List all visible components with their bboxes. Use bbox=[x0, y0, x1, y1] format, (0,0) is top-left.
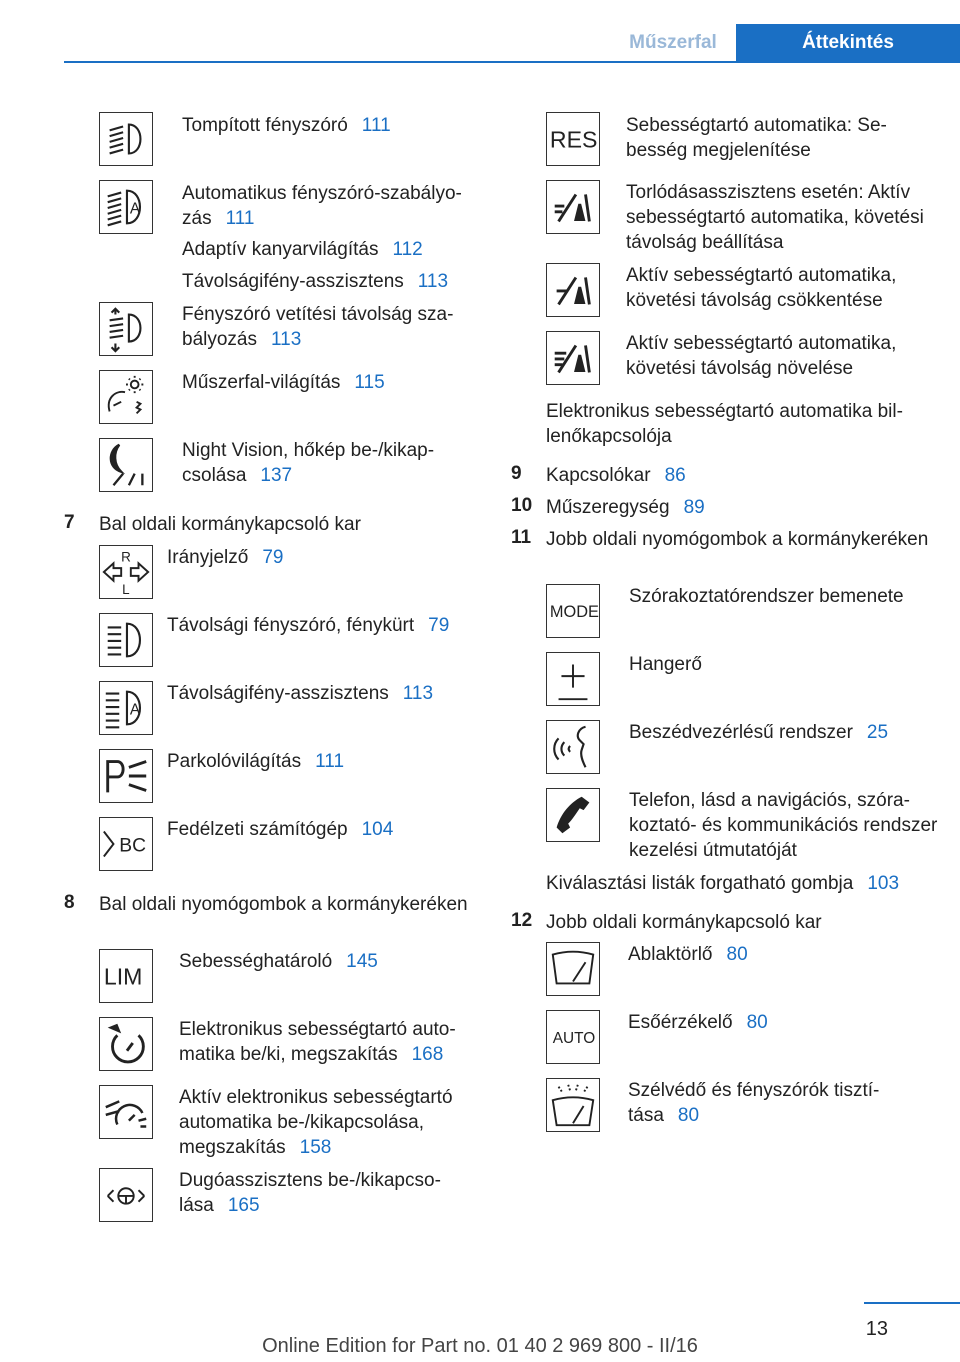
list-item: Szélvédő és fényszórók tisztítása 80 bbox=[628, 1080, 880, 1126]
resume-icon bbox=[546, 112, 600, 166]
svg-text:MODE: MODE bbox=[549, 602, 599, 621]
list-item: Ablaktörlő 80 bbox=[628, 944, 748, 965]
list-item: Fedélzeti számítógép 104 bbox=[167, 819, 394, 840]
list-item: Parkolóvilágítás 111 bbox=[167, 751, 345, 772]
section-title: Kapcsolókar 86 bbox=[546, 465, 686, 486]
turn-signal-icon bbox=[99, 545, 153, 599]
section-number: 11 bbox=[511, 527, 532, 548]
list-item: Telefon, lásd a navigációs, szórakoztató- és kommunikációs rendszer kezelési útmutatóját bbox=[629, 790, 938, 861]
svg-text:AUTO: AUTO bbox=[552, 1029, 596, 1047]
distance-increase-icon bbox=[546, 331, 600, 385]
speed-limiter-icon bbox=[99, 949, 153, 1003]
parking-light-icon bbox=[99, 749, 153, 803]
svg-text:A: A bbox=[129, 701, 141, 719]
high-beam-icon bbox=[99, 613, 153, 667]
section-number: 9 bbox=[511, 463, 522, 484]
page-header bbox=[0, 0, 960, 62]
list-item: Torlódásasszisztens esetén: Aktív sebességtartó automatika, követési távolság beállítása bbox=[626, 182, 924, 253]
tab-muszerfal[interactable]: Műszerfal bbox=[629, 32, 717, 53]
section-number: 7 bbox=[64, 512, 75, 533]
phone-icon bbox=[546, 788, 600, 842]
mode-icon bbox=[546, 584, 600, 638]
high-beam-assist-icon bbox=[99, 681, 153, 735]
low-beam-icon bbox=[99, 112, 153, 166]
section-title: Bal oldali kormánykapcsoló kar bbox=[99, 514, 361, 535]
list-item: Távolsági fényszóró, fénykürt 79 bbox=[167, 615, 450, 636]
list-item: Automatikus fényszóró-szabályozás 111 bbox=[182, 183, 462, 229]
svg-text:A: A bbox=[129, 200, 141, 218]
list-item: Szórakoztatórendszer bemenete bbox=[629, 586, 904, 607]
washer-icon bbox=[546, 1078, 600, 1132]
list-item: Távolságifény-asszisztens 113 bbox=[182, 271, 449, 292]
list-item: Távolságifény-asszisztens 113 bbox=[167, 683, 434, 704]
section-title: Jobb oldali nyomógombok a kormánykeréken bbox=[546, 529, 929, 550]
note-text: Kiválasztási listák forgatható gombja 103 bbox=[546, 873, 900, 894]
edition-text: Online Edition for Part no. 01 40 2 969 800 - II/16 bbox=[262, 1335, 698, 1357]
onboard-computer-icon bbox=[99, 817, 153, 871]
auto-headlight-icon bbox=[99, 180, 153, 234]
list-item: Sebességtartó automatika: Sebesség megjelenítése bbox=[626, 115, 887, 161]
list-item: Aktív sebességtartó automatika, követési távolság növelése bbox=[626, 333, 897, 379]
note-text: Elektronikus sebességtartó automatika billenőkapcsolója bbox=[546, 401, 903, 447]
instrument-lighting-icon bbox=[99, 370, 153, 424]
footer-rule bbox=[864, 1302, 960, 1304]
cruise-control-icon bbox=[99, 1017, 153, 1071]
svg-text:LIM: LIM bbox=[103, 963, 143, 990]
distance-setting-icon bbox=[546, 180, 600, 234]
list-item: Aktív sebességtartó automatika, követési távolság csökkentése bbox=[626, 265, 897, 311]
header-rule bbox=[64, 61, 960, 63]
volume-icon bbox=[546, 652, 600, 706]
voice-control-icon bbox=[546, 720, 600, 774]
list-item: Beszédvezérlésű rendszer 25 bbox=[629, 722, 889, 743]
tab-attekintes[interactable]: Áttekintés bbox=[736, 24, 960, 62]
list-item: Dugóasszisztens be-/kikapcsolása 165 bbox=[179, 1170, 441, 1216]
page-number: 13 bbox=[865, 1318, 888, 1340]
section-title: Műszeregység 89 bbox=[546, 497, 705, 518]
distance-decrease-icon bbox=[546, 263, 600, 317]
list-item: Esőérzékelő 80 bbox=[628, 1012, 768, 1033]
night-vision-icon bbox=[99, 438, 153, 492]
wiper-icon bbox=[546, 942, 600, 996]
section-title: Jobb oldali kormánykapcsoló kar bbox=[546, 912, 822, 933]
list-item: Sebességhatároló 145 bbox=[179, 951, 378, 972]
list-item: Aktív elektronikus sebességtartó automatika be-/kikapcsolása, megszakítás 158 bbox=[179, 1087, 453, 1158]
traffic-jam-assist-icon bbox=[99, 1168, 153, 1222]
list-item: Tompított fényszóró 111 bbox=[182, 115, 391, 136]
section-number: 8 bbox=[64, 892, 75, 913]
rain-sensor-icon bbox=[546, 1010, 600, 1064]
section-number: 12 bbox=[511, 910, 533, 931]
list-item: Adaptív kanyarvilágítás 112 bbox=[182, 239, 423, 260]
list-item: Night Vision, hőkép be-/kikapcsolása 137 bbox=[182, 440, 435, 486]
section-number: 10 bbox=[511, 495, 533, 516]
active-cruise-control-icon bbox=[99, 1085, 153, 1139]
page-footer bbox=[0, 1302, 960, 1362]
list-item: Irányjelző 79 bbox=[167, 547, 284, 568]
svg-text:BC: BC bbox=[119, 835, 147, 857]
section-title: Bal oldali nyomógombok a kormánykeréken bbox=[99, 894, 468, 915]
list-item: Elektronikus sebességtartó automatika be/ki, megszakítás 168 bbox=[179, 1019, 456, 1065]
list-item: Hangerő bbox=[629, 654, 702, 675]
svg-text:R: R bbox=[121, 549, 131, 565]
list-item: Fényszóró vetítési távolság szabályozás 113 bbox=[182, 304, 454, 350]
svg-text:L: L bbox=[122, 582, 130, 598]
svg-text:RES: RES bbox=[549, 126, 598, 153]
headlight-range-icon bbox=[99, 302, 153, 356]
list-item: Műszerfal-világítás 115 bbox=[182, 372, 385, 393]
